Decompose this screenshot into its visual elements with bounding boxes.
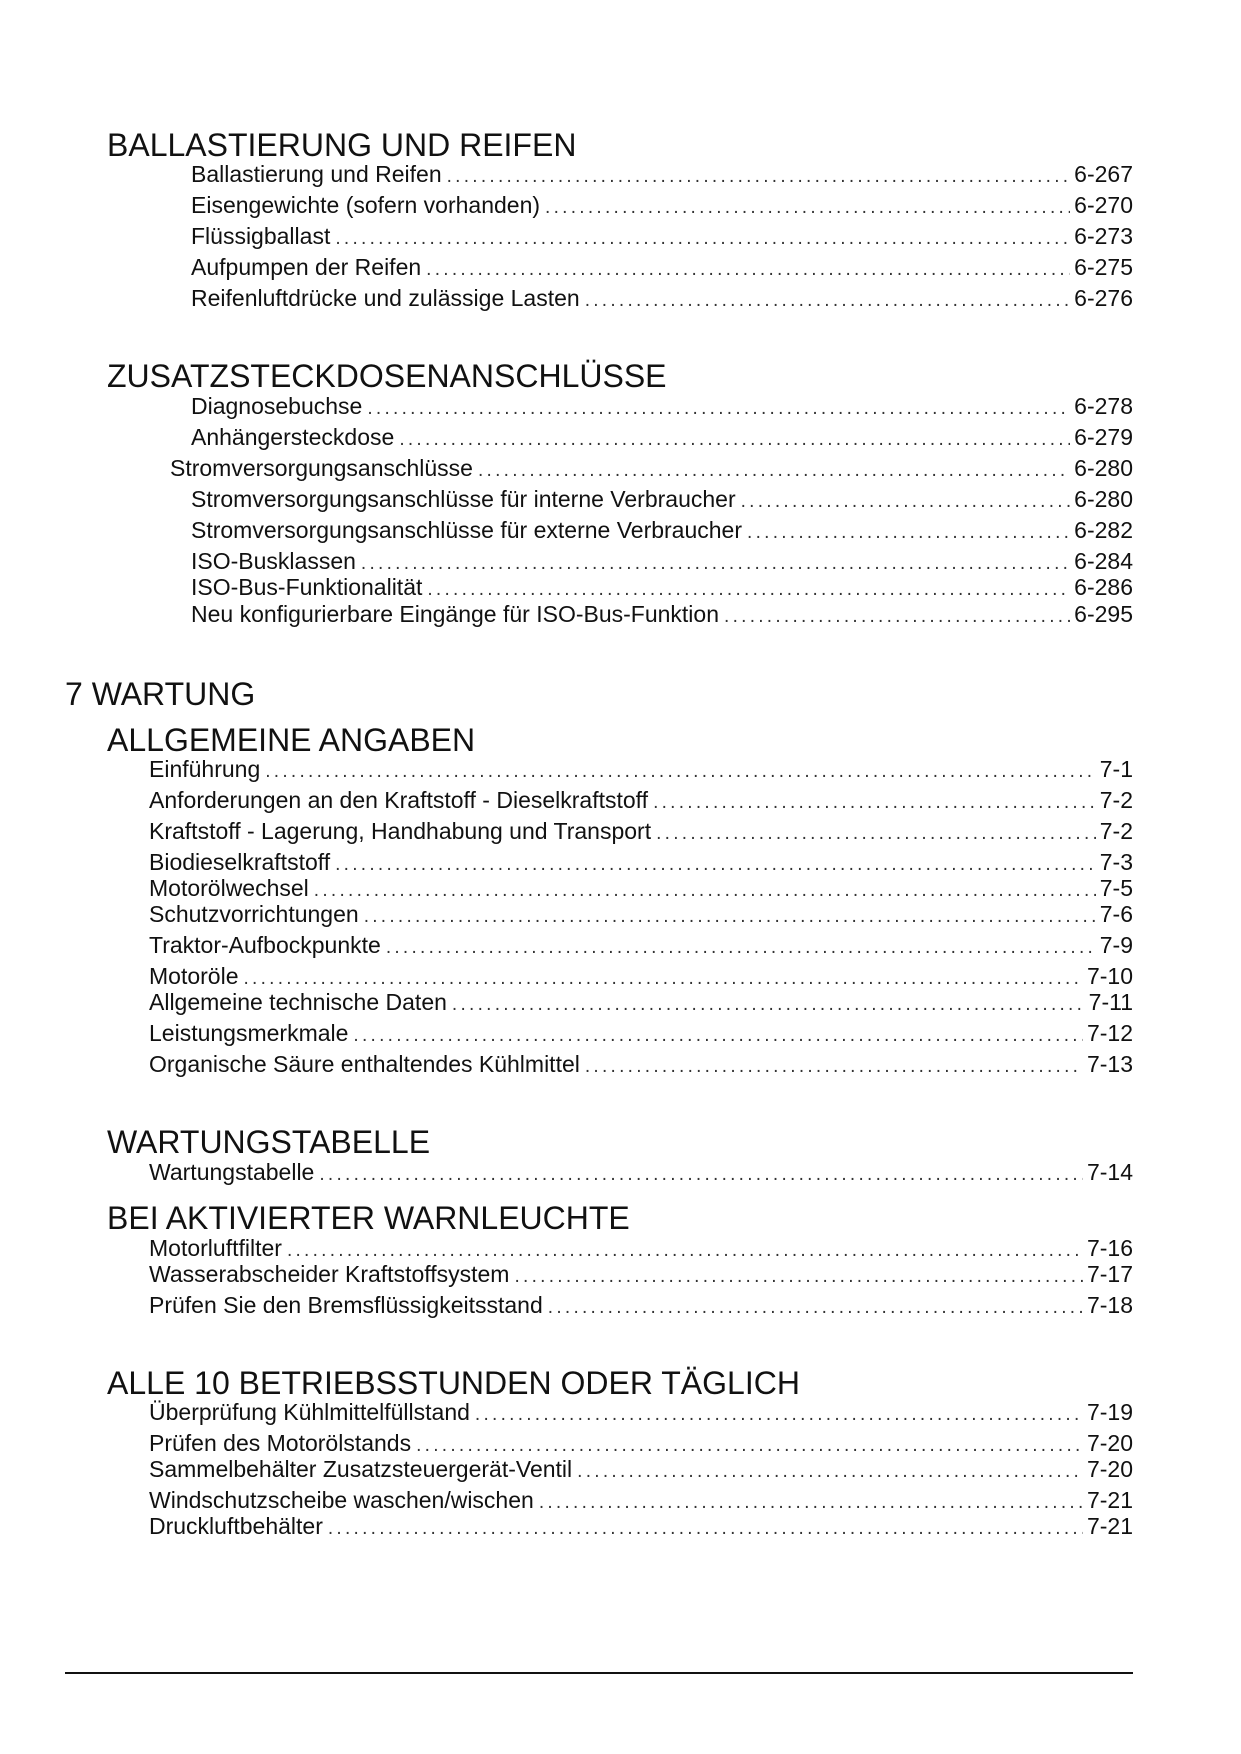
dot-leader xyxy=(656,820,1096,848)
dot-leader xyxy=(741,488,1071,516)
toc-entry-iso-bus-funktionalitaet[interactable] xyxy=(191,573,1133,601)
toc-entry-label: Motorluftfilter xyxy=(149,1235,282,1261)
toc-entry-page: 6-270 xyxy=(1074,192,1133,218)
section-heading-wartungstabelle: WARTUNGSTABELLE xyxy=(107,1124,431,1160)
toc-entry-label: Druckluftbehälter xyxy=(149,1513,323,1539)
dot-leader xyxy=(747,519,1070,547)
toc-entry-strom-externe-verbraucher[interactable] xyxy=(191,516,1133,544)
toc-entry-label: Schutzvorrichtungen xyxy=(149,901,359,927)
toc-entry-label: Wartungstabelle xyxy=(149,1159,315,1185)
chapter-heading-7-wartung: 7 WARTUNG xyxy=(65,676,256,712)
dot-leader xyxy=(367,395,1070,423)
toc-entry-page: 7-16 xyxy=(1086,1235,1133,1261)
toc-entry-label: Stromversorgungsanschlüsse xyxy=(170,455,473,481)
toc-entry-motoroelwechsel[interactable] xyxy=(149,874,1133,902)
dot-leader xyxy=(545,194,1070,222)
toc-entry-label: Sammelbehälter Zusatzsteuergerät-Ventil xyxy=(149,1456,573,1482)
toc-entry-page: 6-280 xyxy=(1074,455,1133,481)
toc-entry-aufpumpen-der-reifen[interactable] xyxy=(191,253,1133,281)
toc-entry-page: 6-286 xyxy=(1074,574,1133,600)
toc-entry-bremsfluessigkeitsstand[interactable] xyxy=(149,1291,1133,1319)
toc-entry-page: 7-11 xyxy=(1088,989,1133,1015)
toc-entry-page: 7-18 xyxy=(1086,1292,1133,1318)
toc-entry-page: 7-13 xyxy=(1086,1051,1133,1077)
toc-entry-label: Aufpumpen der Reifen xyxy=(191,254,422,280)
dot-leader xyxy=(386,934,1096,962)
toc-entry-label: Stromversorgungsanschlüsse für externe Verbraucher xyxy=(191,517,743,543)
toc-entry-page: 7-14 xyxy=(1086,1159,1133,1185)
toc-entry-page: 7-1 xyxy=(1099,756,1133,782)
toc-entry-motoroelstand[interactable] xyxy=(149,1429,1133,1457)
toc-entry-stromversorgungsanschluesse[interactable] xyxy=(170,454,1133,482)
toc-entry-page: 6-267 xyxy=(1074,161,1133,187)
toc-entry-schutzvorrichtungen[interactable] xyxy=(149,900,1133,928)
dot-leader xyxy=(475,1401,1083,1429)
toc-entry-motorluftfilter[interactable] xyxy=(149,1234,1133,1262)
dot-leader xyxy=(724,603,1070,631)
toc-entry-page: 7-17 xyxy=(1086,1261,1133,1287)
toc-entry-reifenluftdruecke[interactable] xyxy=(191,284,1133,312)
toc-entry-page: 7-21 xyxy=(1086,1487,1133,1513)
dot-leader xyxy=(548,1294,1083,1322)
toc-entry-label: Einführung xyxy=(149,756,261,782)
section-heading-allgemeine-angaben: ALLGEMEINE ANGABEN xyxy=(107,722,476,758)
toc-entry-anforderungen-kraftstoff[interactable] xyxy=(149,786,1133,814)
toc-entry-eisengewichte[interactable] xyxy=(191,191,1133,219)
dot-leader xyxy=(478,457,1070,485)
toc-entry-page: 7-5 xyxy=(1099,875,1133,901)
toc-entry-biodieselkraftstoff[interactable] xyxy=(149,848,1133,876)
toc-entry-page: 6-275 xyxy=(1074,254,1133,280)
dot-leader xyxy=(514,1263,1082,1291)
toc-entry-page: 7-21 xyxy=(1086,1513,1133,1539)
toc-entry-label: ISO-Bus-Funktionalität xyxy=(191,574,423,600)
dot-leader xyxy=(426,256,1070,284)
toc-entry-label: Eisengewichte (sofern vorhanden) xyxy=(191,192,541,218)
toc-entry-label: Prüfen des Motorölstands xyxy=(149,1430,412,1456)
toc-entry-label: Organische Säure enthaltendes Kühlmittel xyxy=(149,1051,580,1077)
toc-entry-page: 6-295 xyxy=(1074,601,1133,627)
toc-entry-wasserabscheider[interactable] xyxy=(149,1260,1133,1288)
toc-entry-fluessigballast[interactable] xyxy=(191,222,1133,250)
dot-leader xyxy=(265,758,1096,786)
toc-entry-allgemeine-technische-daten[interactable] xyxy=(149,988,1133,1016)
toc-entry-page: 6-284 xyxy=(1074,548,1133,574)
dot-leader xyxy=(364,903,1096,931)
toc-entry-label: Ballastierung und Reifen xyxy=(191,161,442,187)
dot-leader xyxy=(585,287,1070,315)
section-heading-zusatzsteckdosen: ZUSATZSTECKDOSENANSCHLÜSSE xyxy=(107,358,667,394)
toc-entry-druckluftbehaelter[interactable] xyxy=(149,1512,1133,1540)
toc-entry-einfuehrung[interactable] xyxy=(149,755,1133,783)
dot-leader xyxy=(447,163,1071,191)
section-heading-warnleuchte: BEI AKTIVIERTER WARNLEUCHTE xyxy=(107,1200,630,1236)
toc-entry-anhaengersteckdose[interactable] xyxy=(191,423,1133,451)
dot-leader xyxy=(577,1458,1083,1486)
toc-entry-iso-busklassen[interactable] xyxy=(191,547,1133,575)
toc-entry-label: Neu konfigurierbare Eingänge für ISO-Bus-Funktion xyxy=(191,601,720,627)
toc-entry-neu-konfigurierbare-eingaenge[interactable] xyxy=(191,600,1133,628)
toc-entry-page: 7-10 xyxy=(1086,963,1133,989)
toc-entry-page: 6-273 xyxy=(1074,223,1133,249)
toc-entry-label: Flüssigballast xyxy=(191,223,331,249)
toc-entry-page: 6-279 xyxy=(1074,424,1133,450)
toc-entry-page: 7-2 xyxy=(1099,787,1133,813)
dot-leader xyxy=(353,1022,1083,1050)
toc-entry-strom-interne-verbraucher[interactable] xyxy=(191,485,1133,513)
toc-entry-label: Anhängersteckdose xyxy=(191,424,395,450)
toc-entry-page: 6-276 xyxy=(1074,285,1133,311)
toc-entry-label: Reifenluftdrücke und zulässige Lasten xyxy=(191,285,580,311)
section-heading-ballastierung: BALLASTIERUNG UND REIFEN xyxy=(107,127,577,163)
toc-entry-motoroele[interactable] xyxy=(149,962,1133,990)
toc-entry-label: Traktor-Aufbockpunkte xyxy=(149,932,381,958)
dot-leader xyxy=(328,1515,1083,1543)
dot-leader xyxy=(319,1161,1083,1189)
toc-entry-label: Motorölwechsel xyxy=(149,875,309,901)
toc-entry-windschutzscheibe[interactable] xyxy=(149,1486,1133,1514)
dot-leader xyxy=(653,789,1096,817)
toc-entry-page: 7-2 xyxy=(1099,818,1133,844)
toc-entry-label: Stromversorgungsanschlüsse für interne Verbraucher xyxy=(191,486,736,512)
toc-entry-page: 7-3 xyxy=(1099,849,1133,875)
toc-entry-kraftstoff-lagerung[interactable] xyxy=(149,817,1133,845)
toc-entry-label: Biodieselkraftstoff xyxy=(149,849,331,875)
toc-entry-sammelbehaelter[interactable] xyxy=(149,1455,1133,1483)
toc-entry-label: Windschutzscheibe waschen/wischen xyxy=(149,1487,534,1513)
dot-leader xyxy=(585,1053,1083,1081)
toc-entry-traktor-aufbockpunkte[interactable] xyxy=(149,931,1133,959)
toc-entry-page: 7-20 xyxy=(1086,1430,1133,1456)
toc-entry-page: 6-278 xyxy=(1074,393,1133,419)
toc-entry-label: Wasserabscheider Kraftstoffsystem xyxy=(149,1261,510,1287)
toc-entry-page: 7-20 xyxy=(1086,1456,1133,1482)
toc-entry-label: Anforderungen an den Kraftstoff - Dieselkraftstoff xyxy=(149,787,649,813)
toc-entry-label: Kraftstoff - Lagerung, Handhabung und Transport xyxy=(149,818,652,844)
toc-entry-organische-saeure-kuehlmittel[interactable] xyxy=(149,1050,1133,1078)
dot-leader xyxy=(452,991,1085,1019)
toc-entry-label: Motoröle xyxy=(149,963,239,989)
toc-entry-page: 7-6 xyxy=(1099,901,1133,927)
toc-entry-label: Überprüfung Kühlmittelfüllstand xyxy=(149,1399,470,1425)
toc-entry-leistungsmerkmale[interactable] xyxy=(149,1019,1133,1047)
toc-entry-page: 6-282 xyxy=(1074,517,1133,543)
toc-entry-page: 7-9 xyxy=(1099,932,1133,958)
toc-entry-page: 7-12 xyxy=(1086,1020,1133,1046)
footer-divider xyxy=(65,1672,1133,1674)
toc-entry-ballastierung-und-reifen[interactable] xyxy=(191,160,1133,188)
dot-leader xyxy=(399,426,1070,454)
toc-entry-page: 7-19 xyxy=(1086,1399,1133,1425)
section-heading-alle-10-betriebsstunden: ALLE 10 BETRIEBSSTUNDEN ODER TÄGLICH xyxy=(107,1365,800,1401)
dot-leader xyxy=(335,225,1070,253)
toc-entry-diagnosebuchse[interactable] xyxy=(191,392,1133,420)
toc-entry-label: Prüfen Sie den Bremsflüssigkeitsstand xyxy=(149,1292,543,1318)
toc-entry-wartungstabelle[interactable] xyxy=(149,1158,1133,1186)
toc-entry-page: 6-280 xyxy=(1074,486,1133,512)
toc-entry-label: Allgemeine technische Daten xyxy=(149,989,447,1015)
toc-entry-label: ISO-Busklassen xyxy=(191,548,356,574)
toc-entry-kuehlmittelfuellstand[interactable] xyxy=(149,1398,1133,1426)
toc-entry-label: Leistungsmerkmale xyxy=(149,1020,349,1046)
toc-entry-label: Diagnosebuchse xyxy=(191,393,363,419)
